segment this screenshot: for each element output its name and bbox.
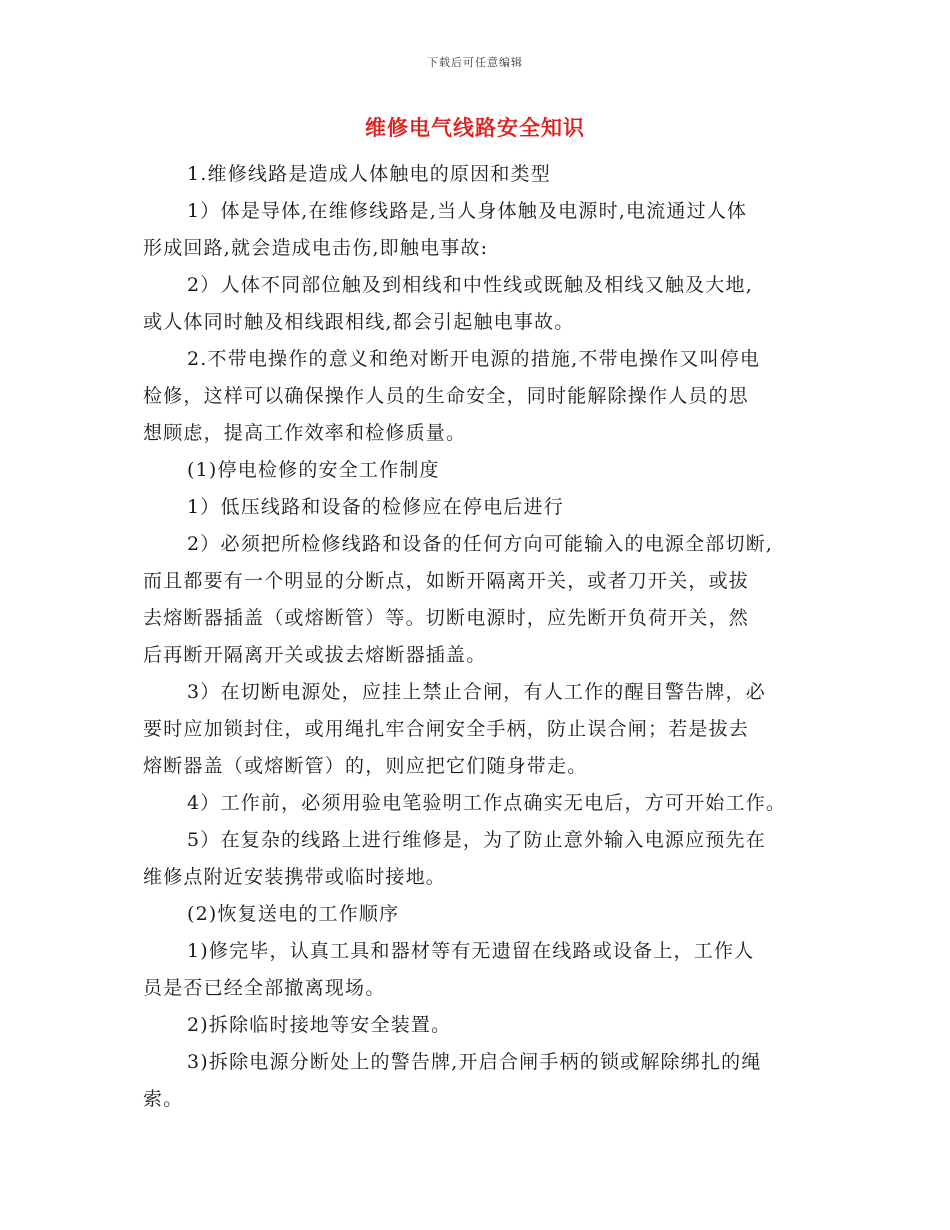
paragraph [143,341,823,452]
paragraph-line: (2)恢复送电的工作顺序 [187,903,400,925]
paragraph-line: 2）人体不同部位触及到相线和中性线或既触及相线又触及大地, [187,274,753,296]
paragraph [143,526,823,674]
paragraph [143,452,823,489]
paragraph-line: 3)拆除电源分断处上的警告牌,开启合闸手柄的锁或解除绑扎的绳 [187,1051,762,1073]
paragraph [143,193,823,267]
paragraph-line: 1)修完毕，认真工具和器材等有无遗留在线路或设备上，工作人 [187,940,755,962]
paragraph-line: 2）必须把所检修线路和设备的任何方向可能输入的电源全部切断, [187,533,774,555]
paragraph-line: 熔断器盖（或熔断管）的，则应把它们随身带走。 [143,755,588,777]
paragraph-line: 或人体同时触及相线跟相线,都会引起触电事故。 [143,311,575,333]
paragraph [143,267,823,341]
paragraph [143,785,823,822]
paragraph-line: (1)停电检修的安全工作制度 [187,459,440,481]
paragraph [143,1044,823,1118]
paragraph-line: 后再断开隔离开关或拔去熔断器插盖。 [143,644,487,666]
header-note: 下载后可任意编辑 [427,56,523,69]
paragraph-line: 而且都要有一个明显的分断点，如断开隔离开关，或者刀开关，或拔 [143,570,750,592]
paragraph-line: 索。 [143,1088,184,1110]
paragraph-line: 维修点附近安装携带或临时接地。 [143,866,447,888]
paragraph-line: 想顾虑，提高工作效率和检修质量。 [143,422,467,444]
paragraph [143,933,823,1007]
paragraph-line: 1）体是导体,在维修线路是,当人身体触及电源时,电流通过人体 [187,200,748,222]
paragraph [143,674,823,785]
paragraph-line: 去熔断器插盖（或熔断管）等。切断电源时，应先断开负荷开关，然 [143,607,750,629]
paragraph-line: 1.维修线路是造成人体触电的原因和类型 [187,163,551,185]
paragraph-line: 2.不带电操作的意义和绝对断开电源的措施,不带电操作又叫停电 [187,348,761,370]
paragraph-line: 5）在复杂的线路上进行维修是，为了防止意外输入电源应预先在 [187,829,766,851]
paragraph [143,156,823,193]
paragraph-line: 员是否已经全部撤离现场。 [143,977,386,999]
document-title: 维修电气线路安全知识 [365,116,585,140]
paragraph-line: 1）低压线路和设备的检修应在停电后进行 [187,496,564,518]
paragraph-line: 形成回路,就会造成电击伤,即触电事故: [143,237,489,259]
document-body [143,156,823,1118]
paragraph-line: 2)拆除临时接地等安全装置。 [187,1014,452,1036]
paragraph-line: 4）工作前，必须用验电笔验明工作点确实无电后，方可开始工作。 [187,792,787,814]
paragraph [143,1007,823,1044]
paragraph-line: 3）在切断电源处，应挂上禁止合闸，有人工作的醒目警告牌，必 [187,681,766,703]
paragraph [143,489,823,526]
paragraph-line: 要时应加锁封住，或用绳扎牢合闸安全手柄，防止误合闸；若是拔去 [143,718,750,740]
paragraph [143,822,823,896]
paragraph [143,896,823,933]
paragraph-line: 检修，这样可以确保操作人员的生命安全，同时能解除操作人员的思 [143,385,750,407]
